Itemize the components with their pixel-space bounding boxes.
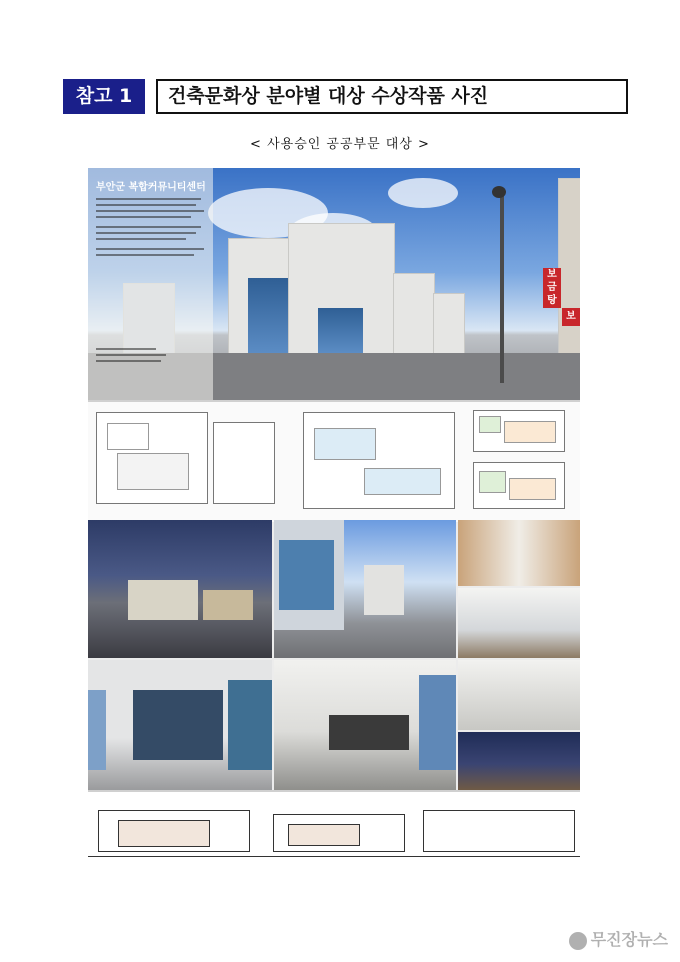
evening-exterior-photo — [458, 732, 580, 790]
interior-corridor-photo — [458, 520, 580, 586]
shop-sign: 보금탕 — [543, 268, 561, 308]
hero-title: 부안군 복합커뮤니티센터 — [96, 182, 206, 193]
building-sections — [88, 790, 580, 872]
hero-photo — [88, 168, 580, 400]
floor-plans — [88, 400, 580, 522]
plaza-view-photo — [274, 660, 456, 790]
watermark-logo-icon — [569, 932, 587, 950]
shop-sign-small: 보 — [562, 308, 580, 326]
section-subtitle: < 사용승인 공공부문 대상 > — [250, 137, 430, 152]
entrance-facade-photo — [88, 660, 272, 790]
watermark: 무진장뉴스 — [569, 927, 668, 950]
courtyard-photo — [274, 520, 456, 658]
header — [63, 79, 616, 114]
interior-hall-photo — [458, 660, 580, 730]
reference-badge: 참고 1 — [63, 79, 145, 114]
night-aerial-photo — [88, 520, 272, 658]
interior-stair-photo — [458, 588, 580, 658]
document-title: 건축문화상 분야별 대상 수상작품 사진 — [156, 79, 628, 114]
award-panel-board — [88, 168, 580, 870]
